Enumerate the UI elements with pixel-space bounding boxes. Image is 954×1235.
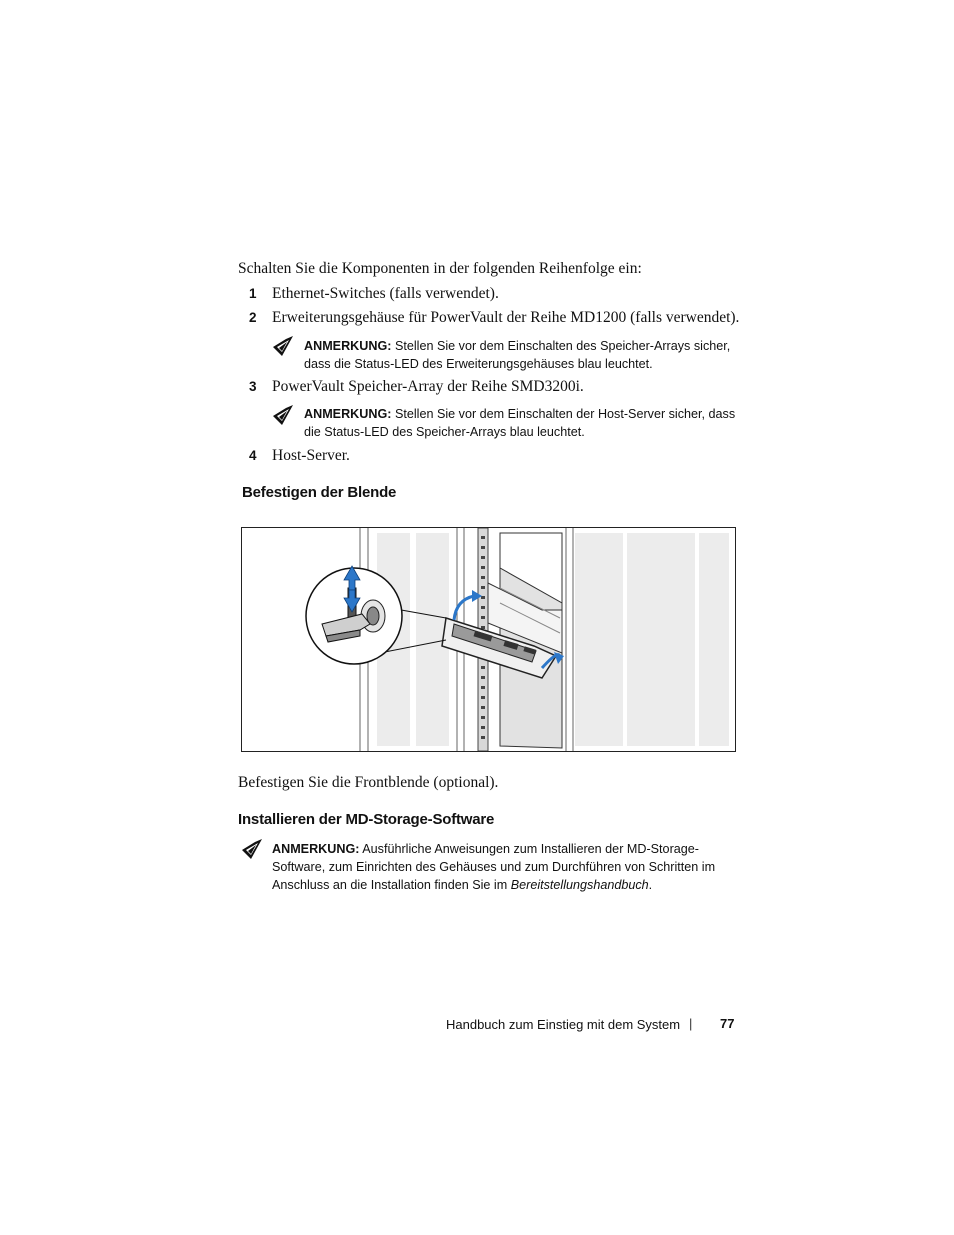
step-text: Erweiterungsgehäuse für PowerVault der Reihe MD1200 (falls verwendet).: [272, 309, 740, 326]
figure-caption: Befestigen Sie die Frontblende (optional).: [238, 774, 499, 791]
bezel-diagram-svg: [242, 528, 735, 751]
step-text: PowerVault Speicher-Array der Reihe SMD3200i.: [272, 378, 584, 395]
note-pencil-icon: [241, 838, 263, 865]
note-line-end: .: [648, 878, 653, 892]
note-line: Anschluss an die Installation finden Sie im: [272, 878, 511, 892]
step-text: Ethernet-Switches (falls verwendet).: [272, 285, 499, 302]
note-label: ANMERKUNG:: [304, 407, 392, 421]
note-pencil-icon: [272, 404, 294, 431]
step-text: Host-Server.: [272, 447, 350, 464]
note-label: ANMERKUNG:: [272, 842, 360, 856]
note-line: Stellen Sie vor dem Einschalten der Host-Server sicher, dass: [394, 407, 736, 421]
footer-title: Handbuch zum Einstieg mit dem System: [446, 1017, 681, 1032]
step-number: 1: [249, 286, 257, 301]
note-block: [304, 337, 730, 373]
intro-text: Schalten Sie die Komponenten in der folgenden Reihenfolge ein:: [238, 260, 642, 277]
step-number: 4: [249, 448, 257, 463]
note-line: dass die Status-LED des Erweiterungsgehäuses blau leuchtet.: [304, 357, 653, 371]
note-pencil-icon: [272, 335, 294, 362]
section-heading-bezel: Befestigen der Blende: [242, 484, 397, 501]
note-line: Stellen Sie vor dem Einschalten des Speicher-Arrays sicher,: [394, 339, 731, 353]
note-label: ANMERKUNG:: [304, 339, 392, 353]
manual-title-emphasis: Bereitstellungshandbuch: [510, 878, 649, 892]
section-heading-software: Installieren der MD-Storage-Software: [238, 811, 495, 828]
note-block: [272, 840, 715, 894]
footer-separator: |: [689, 1016, 693, 1031]
note-block: [304, 405, 735, 441]
note-line: Software, zum Einrichten des Gehäuses und zum Durchführen von Schritten im: [272, 860, 716, 874]
note-line: Ausführliche Anweisungen zum Installieren der MD-Storage-: [362, 842, 699, 856]
note-line: die Status-LED des Speicher-Arrays blau leuchtet.: [304, 425, 585, 439]
page-number: 77: [720, 1016, 735, 1031]
bezel-illustration: [241, 527, 736, 752]
step-number: 3: [249, 379, 257, 394]
step-number: 2: [249, 310, 257, 325]
